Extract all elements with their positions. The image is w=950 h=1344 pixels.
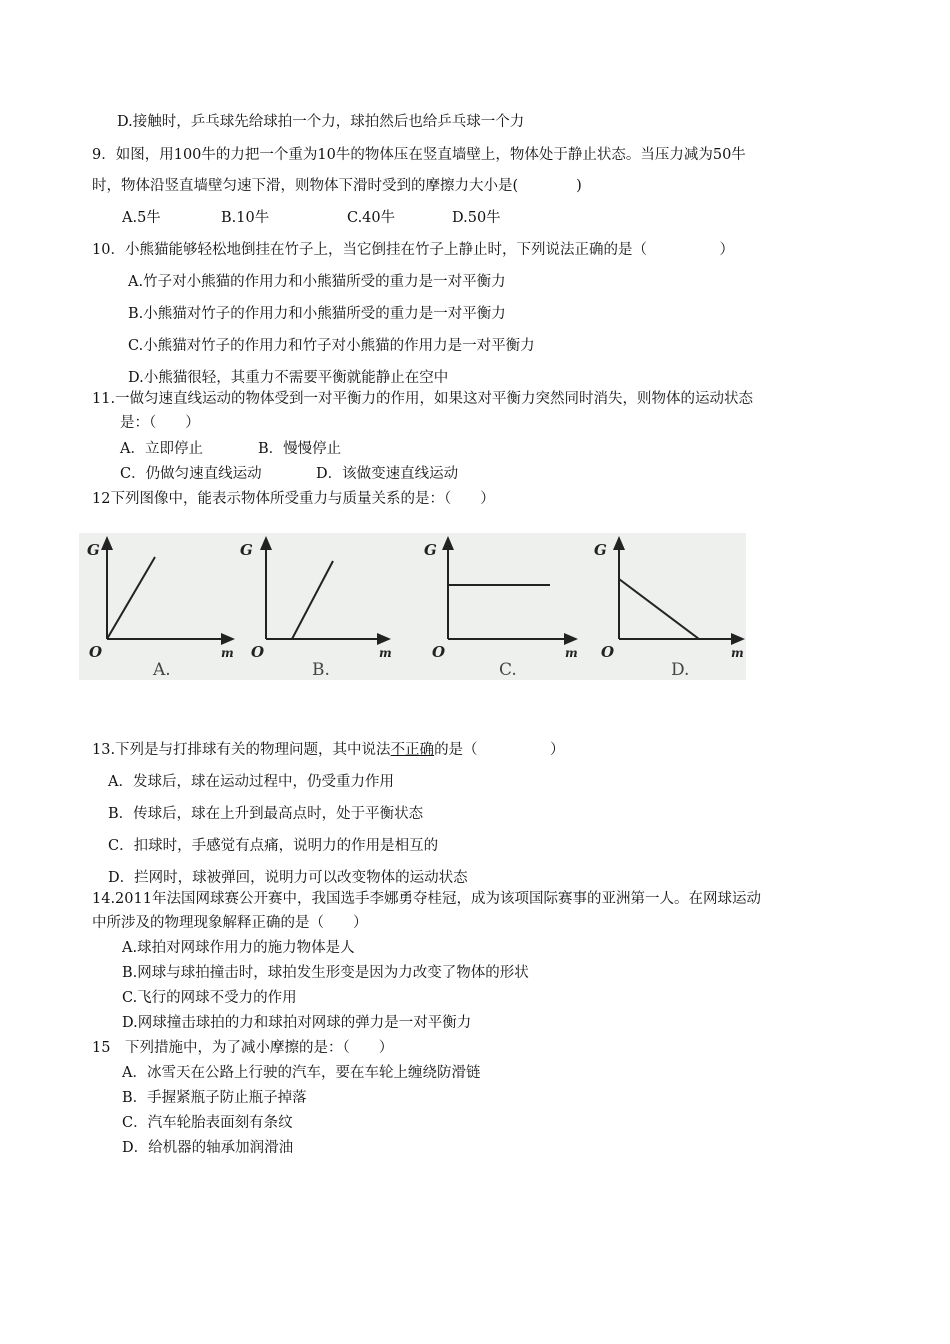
q13-stem [92, 740, 565, 760]
graph-c-caption: C. [499, 660, 517, 680]
q9-option-d: D.50牛 [452, 210, 501, 226]
q12-graph-strip [79, 533, 746, 680]
q15-option-d: D．给机器的轴承加润滑油 [122, 1140, 294, 1156]
q12-stem: 12下列图像中，能表示物体所受重力与质量关系的是：（ ） [92, 491, 495, 507]
q13-option-b: B．传球后，球在上升到最高点时，处于平衡状态 [108, 806, 424, 822]
graph-b-caption: B. [312, 660, 330, 680]
q10-option-c: C.小熊猫对竹子的作用力和竹子对小熊猫的作用力是一对平衡力 [128, 338, 535, 354]
graph-b-g-label: G [240, 541, 253, 559]
q10-option-d: D.小熊猫很轻，其重力不需要平衡就能静止在空中 [128, 370, 449, 386]
q13-stem-after: 的是（ ） [434, 742, 565, 758]
graph-d-origin-label: O [601, 643, 615, 661]
q14-stem-line2: 中所涉及的物理现象解释正确的是（ ） [92, 915, 368, 931]
q15-option-b: B．手握紧瓶子防止瓶子掉落 [122, 1090, 307, 1106]
q15-option-a: A．冰雪天在公路上行驶的汽车，要在车轮上缠绕防滑链 [122, 1065, 481, 1081]
graph-a-line [107, 557, 155, 639]
graph-a-origin-label: O [89, 643, 103, 661]
graph-a-g-label: G [87, 541, 100, 559]
q11-option-d: D．该做变速直线运动 [316, 466, 459, 482]
q10-option-a: A.竹子对小熊猫的作用力和小熊猫所受的重力是一对平衡力 [128, 274, 506, 290]
q12-graphs-svg [79, 533, 746, 680]
q13-stem-underlined: 不正确 [390, 742, 435, 758]
graph-d-line [619, 579, 699, 639]
q14-option-b: B.网球与球拍撞击时，球拍发生形变是因为力改变了物体的形状 [122, 965, 529, 981]
graph-d-g-label: G [594, 541, 607, 559]
q12-graph-d [594, 541, 744, 680]
graph-c-g-label: G [424, 541, 437, 559]
q14-option-a: A.球拍对网球作用力的施力物体是人 [122, 940, 355, 956]
q9-option-b: B.10牛 [221, 210, 270, 226]
q9-option-c: C.40牛 [347, 210, 396, 226]
graph-a-m-label: m [221, 646, 234, 660]
q8-option-d: D.接触时，乒乓球先给球拍一个力，球拍然后也给乒乓球一个力 [117, 114, 525, 130]
q14-stem-line1: 14.2011年法国网球赛公开赛中，我国选手李娜勇夺桂冠，成为该项国际赛事的亚洲第一人。在网球运动 [92, 891, 761, 907]
q9-stem-line2: 时，物体沿竖直墙壁匀速下滑，则物体下滑时受到的摩擦力大小是( ) [92, 178, 582, 194]
graph-c-m-label: m [565, 646, 578, 660]
q15-option-c: C．汽车轮胎表面刻有条纹 [122, 1115, 293, 1131]
graph-b-origin-label: O [251, 643, 265, 661]
q13-option-d: D．拦网时，球被弹回，说明力可以改变物体的运动状态 [108, 870, 468, 886]
graph-b-line [292, 561, 333, 639]
q11-stem-line2: 是：（ ） [120, 415, 200, 431]
graph-d-m-label: m [731, 646, 744, 660]
q13-option-c: C．扣球时，手感觉有点痛，说明力的作用是相互的 [108, 838, 439, 854]
graph-c-origin-label: O [432, 643, 446, 661]
q11-option-b: B．慢慢停止 [258, 441, 342, 457]
q15-stem: 15 下列措施中，为了减小摩擦的是：（ ） [92, 1040, 394, 1056]
q11-option-a: A．立即停止 [120, 441, 203, 457]
q14-option-d: D.网球撞击球拍的力和球拍对网球的弹力是一对平衡力 [122, 1015, 472, 1031]
q10-stem: 10．小熊猫能够轻松地倒挂在竹子上，当它倒挂在竹子上静止时，下列说法正确的是（ ） [92, 242, 734, 258]
graph-a-caption: A. [153, 660, 171, 680]
q14-option-c: C.飞行的网球不受力的作用 [122, 990, 297, 1006]
q12-graph-a [87, 541, 234, 680]
q13-stem-before: 13.下列是与打排球有关的物理问题，其中说法 [92, 742, 391, 758]
q13-option-a: A．发球后，球在运动过程中，仍受重力作用 [108, 774, 394, 790]
q10-option-b: B.小熊猫对竹子的作用力和小熊猫所受的重力是一对平衡力 [128, 306, 506, 322]
q11-stem-line1: 11.一做匀速直线运动的物体受到一对平衡力的作用，如果这对平衡力突然同时消失，则物体的运动状态 [92, 391, 754, 407]
graph-d-caption: D. [671, 660, 690, 680]
q9-option-a: A.5牛 [122, 210, 161, 226]
q12-graph-b [240, 541, 392, 680]
q12-graph-c [424, 541, 578, 680]
graph-b-m-label: m [379, 646, 392, 660]
q11-option-c: C．仍做匀速直线运动 [120, 466, 262, 482]
q9-stem-line1: 9．如图，用100牛的力把一个重为10牛的物体压在竖直墙壁上，物体处于静止状态。当压力减为50牛 [92, 147, 746, 163]
